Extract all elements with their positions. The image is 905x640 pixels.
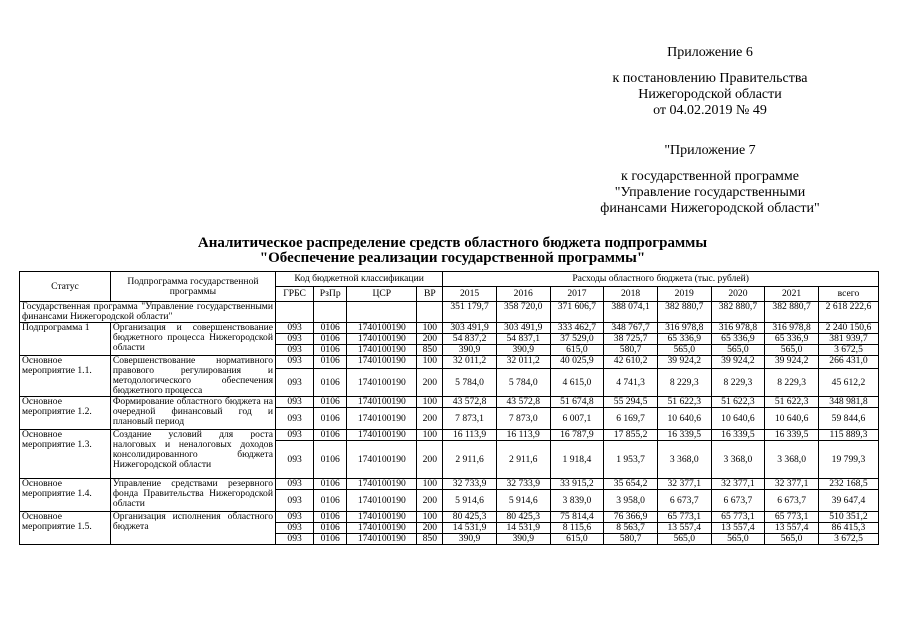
- col-year-header: 2020: [711, 287, 765, 302]
- grbs-cell: 093: [276, 397, 314, 408]
- year-value-cell: 3 958,0: [604, 490, 658, 512]
- year-value-cell: 51 622,3: [711, 397, 765, 408]
- table-row: [20, 512, 879, 523]
- vr-cell: 850: [417, 534, 443, 545]
- rzpr-cell: 0106: [314, 323, 347, 334]
- year-value-cell: 80 425,3: [496, 512, 550, 523]
- year-value-cell: 6 673,7: [711, 490, 765, 512]
- year-value-cell: 51 674,8: [550, 397, 604, 408]
- col-subprogram-header: Подпрограмма государственной программы: [110, 272, 275, 302]
- year-value-cell: 75 814,4: [550, 512, 604, 523]
- year-value-cell: 65 336,9: [711, 334, 765, 345]
- total-value-cell: 39 647,4: [818, 490, 878, 512]
- vr-cell: 200: [417, 334, 443, 345]
- year-value-cell: 3 368,0: [711, 441, 765, 479]
- csr-cell: 1740100190: [347, 490, 417, 512]
- year-value-cell: 580,7: [604, 345, 658, 356]
- status-cell: Основное мероприятие 1.2.: [20, 397, 111, 430]
- year-value-cell: 51 622,3: [657, 397, 711, 408]
- year-value-cell: 316 978,8: [765, 323, 819, 334]
- col-year-header: 2019: [657, 287, 711, 302]
- year-value-cell: 54 837,2: [443, 334, 497, 345]
- year-value-cell: 10 640,6: [711, 408, 765, 430]
- year-value-cell: 16 339,5: [711, 430, 765, 441]
- total-value-cell: 115 889,3: [818, 430, 878, 441]
- total-value-cell: 3 672,5: [818, 345, 878, 356]
- year-value-cell: 16 787,9: [550, 430, 604, 441]
- status-cell: Основное мероприятие 1.3.: [20, 430, 111, 479]
- csr-cell: 1740100190: [347, 356, 417, 369]
- appendix-6-label: Приложение 6: [667, 45, 753, 60]
- year-value-cell: 39 924,2: [657, 356, 711, 369]
- year-value-cell: 37 529,0: [550, 334, 604, 345]
- year-value-cell: 39 924,2: [711, 356, 765, 369]
- year-value-cell: 358 720,0: [496, 302, 550, 323]
- vr-cell: 100: [417, 479, 443, 490]
- year-value-cell: 565,0: [657, 345, 711, 356]
- rzpr-cell: 0106: [314, 345, 347, 356]
- year-value-cell: 3 839,0: [550, 490, 604, 512]
- table-row: [20, 430, 879, 441]
- col-expenses-header: Расходы областного бюджета (тыс. рублей): [443, 272, 879, 287]
- grbs-cell: 093: [276, 356, 314, 369]
- total-value-cell: 510 351,2: [818, 512, 878, 523]
- vr-cell: 200: [417, 408, 443, 430]
- year-value-cell: 38 725,7: [604, 334, 658, 345]
- vr-cell: 100: [417, 512, 443, 523]
- year-value-cell: 32 377,1: [657, 479, 711, 490]
- year-value-cell: 8 229,3: [657, 369, 711, 397]
- appendix-7-label: "Приложение 7: [664, 143, 756, 158]
- csr-cell: 1740100190: [347, 323, 417, 334]
- year-value-cell: 316 978,8: [657, 323, 711, 334]
- rzpr-cell: 0106: [314, 534, 347, 545]
- rzpr-cell: 0106: [314, 408, 347, 430]
- year-value-cell: 1 918,4: [550, 441, 604, 479]
- subprogram-name-cell: Формирование областного бюджета на очередной финансовый год и плановый период: [110, 397, 275, 430]
- appendix-6-line2: Нижегородской области: [638, 87, 782, 102]
- total-value-cell: 266 431,0: [818, 356, 878, 369]
- total-value-cell: 86 415,3: [818, 523, 878, 534]
- grbs-cell: 093: [276, 441, 314, 479]
- year-value-cell: 40 025,9: [550, 356, 604, 369]
- year-value-cell: 615,0: [550, 534, 604, 545]
- year-value-cell: 32 377,1: [711, 479, 765, 490]
- year-value-cell: 32 011,2: [443, 356, 497, 369]
- year-value-cell: 390,9: [496, 534, 550, 545]
- col-csr-header: ЦСР: [347, 287, 417, 302]
- document-title-line1: Аналитическое распределение средств областного бюджета подпрограммы: [197, 235, 708, 251]
- vr-cell: 100: [417, 430, 443, 441]
- csr-cell: 1740100190: [347, 345, 417, 356]
- rzpr-cell: 0106: [314, 512, 347, 523]
- document-title-line2: "Обеспечение реализации государственной программы": [259, 250, 646, 266]
- year-value-cell: 80 425,3: [443, 512, 497, 523]
- total-value-cell: 232 168,5: [818, 479, 878, 490]
- year-value-cell: 5 784,0: [443, 369, 497, 397]
- year-value-cell: 565,0: [711, 534, 765, 545]
- year-value-cell: 13 557,4: [765, 523, 819, 534]
- year-value-cell: 10 640,6: [765, 408, 819, 430]
- csr-cell: 1740100190: [347, 534, 417, 545]
- grbs-cell: 093: [276, 490, 314, 512]
- year-value-cell: 13 557,4: [711, 523, 765, 534]
- rzpr-cell: [314, 302, 347, 323]
- year-value-cell: 51 622,3: [765, 397, 819, 408]
- rzpr-cell: 0106: [314, 490, 347, 512]
- year-value-cell: 351 179,7: [443, 302, 497, 323]
- grbs-cell: 093: [276, 523, 314, 534]
- subprogram-name-cell: Организация и совершенствование бюджетного процесса Нижегородской области: [110, 323, 275, 356]
- year-value-cell: 14 531,9: [496, 523, 550, 534]
- year-value-cell: 580,7: [604, 534, 658, 545]
- year-value-cell: 54 837,1: [496, 334, 550, 345]
- year-value-cell: 3 368,0: [765, 441, 819, 479]
- year-value-cell: 8 229,3: [765, 369, 819, 397]
- year-value-cell: 17 855,2: [604, 430, 658, 441]
- col-status-header: Статус: [20, 272, 111, 302]
- grbs-cell: 093: [276, 512, 314, 523]
- csr-cell: 1740100190: [347, 430, 417, 441]
- year-value-cell: 303 491,9: [496, 323, 550, 334]
- year-value-cell: 32 733,9: [496, 479, 550, 490]
- year-value-cell: 14 531,9: [443, 523, 497, 534]
- total-value-cell: 2 618 222,6: [818, 302, 878, 323]
- year-value-cell: 303 491,9: [443, 323, 497, 334]
- year-value-cell: 33 915,2: [550, 479, 604, 490]
- col-year-header: 2016: [496, 287, 550, 302]
- rzpr-cell: 0106: [314, 356, 347, 369]
- year-value-cell: 333 462,7: [550, 323, 604, 334]
- vr-cell: 200: [417, 441, 443, 479]
- appendix-6-line3: от 04.02.2019 № 49: [653, 103, 767, 118]
- year-value-cell: 4 741,3: [604, 369, 658, 397]
- vr-cell: 200: [417, 523, 443, 534]
- year-value-cell: 2 911,6: [496, 441, 550, 479]
- appendix-7-line1: к государственной программе: [621, 169, 799, 184]
- grbs-cell: 093: [276, 345, 314, 356]
- appendix-7-line2: "Управление государственными: [614, 185, 806, 200]
- year-value-cell: 6 169,7: [604, 408, 658, 430]
- col-code-header: Код бюджетной классификации: [276, 272, 443, 287]
- appendix-6-line1: к постановлению Правительства: [612, 71, 808, 86]
- year-value-cell: 371 606,7: [550, 302, 604, 323]
- status-cell: Основное мероприятие 1.4.: [20, 479, 111, 512]
- csr-cell: 1740100190: [347, 334, 417, 345]
- grbs-cell: [276, 302, 314, 323]
- year-value-cell: 6 673,7: [657, 490, 711, 512]
- vr-cell: 100: [417, 356, 443, 369]
- year-value-cell: 390,9: [443, 534, 497, 545]
- csr-cell: 1740100190: [347, 441, 417, 479]
- col-total-header: всего: [818, 287, 878, 302]
- grbs-cell: 093: [276, 408, 314, 430]
- vr-cell: 200: [417, 369, 443, 397]
- year-value-cell: 8 229,3: [711, 369, 765, 397]
- year-value-cell: 4 615,0: [550, 369, 604, 397]
- grbs-cell: 093: [276, 334, 314, 345]
- year-value-cell: 8 563,7: [604, 523, 658, 534]
- year-value-cell: 32 377,1: [765, 479, 819, 490]
- table-row: [20, 397, 879, 408]
- csr-cell: 1740100190: [347, 408, 417, 430]
- year-value-cell: 8 115,6: [550, 523, 604, 534]
- csr-cell: 1740100190: [347, 397, 417, 408]
- csr-cell: 1740100190: [347, 369, 417, 397]
- status-cell: Основное мероприятие 1.5.: [20, 512, 111, 545]
- year-value-cell: 382 880,7: [765, 302, 819, 323]
- col-vr-header: ВР: [417, 287, 443, 302]
- total-value-cell: 45 612,2: [818, 369, 878, 397]
- year-value-cell: 43 572,8: [496, 397, 550, 408]
- total-value-cell: 381 939,7: [818, 334, 878, 345]
- year-value-cell: 42 610,2: [604, 356, 658, 369]
- total-value-cell: 3 672,5: [818, 534, 878, 545]
- year-value-cell: 65 773,1: [765, 512, 819, 523]
- table-row: [20, 356, 879, 369]
- year-value-cell: 76 366,9: [604, 512, 658, 523]
- status-cell: Подпрограмма 1: [20, 323, 111, 356]
- year-value-cell: 43 572,8: [443, 397, 497, 408]
- col-grbs-header: ГРБС: [276, 287, 314, 302]
- total-value-cell: 348 981,8: [818, 397, 878, 408]
- vr-cell: 200: [417, 490, 443, 512]
- budget-table: [19, 271, 879, 545]
- csr-cell: 1740100190: [347, 523, 417, 534]
- rzpr-cell: 0106: [314, 334, 347, 345]
- year-value-cell: 32 733,9: [443, 479, 497, 490]
- csr-cell: 1740100190: [347, 512, 417, 523]
- table-body: [20, 302, 879, 545]
- rzpr-cell: 0106: [314, 479, 347, 490]
- col-year-header: 2015: [443, 287, 497, 302]
- rzpr-cell: 0106: [314, 523, 347, 534]
- year-value-cell: 32 011,2: [496, 356, 550, 369]
- year-value-cell: 6 007,1: [550, 408, 604, 430]
- year-value-cell: 65 773,1: [711, 512, 765, 523]
- table-row: [20, 323, 879, 334]
- status-cell: Основное мероприятие 1.1.: [20, 356, 111, 397]
- year-value-cell: 565,0: [657, 534, 711, 545]
- csr-cell: [347, 302, 417, 323]
- year-value-cell: 16 113,9: [443, 430, 497, 441]
- year-value-cell: 382 880,7: [657, 302, 711, 323]
- year-value-cell: 10 640,6: [657, 408, 711, 430]
- year-value-cell: 39 924,2: [765, 356, 819, 369]
- grbs-cell: 093: [276, 534, 314, 545]
- rzpr-cell: 0106: [314, 397, 347, 408]
- rzpr-cell: 0106: [314, 430, 347, 441]
- year-value-cell: 7 873,1: [443, 408, 497, 430]
- col-year-header: 2021: [765, 287, 819, 302]
- year-value-cell: 390,9: [443, 345, 497, 356]
- rzpr-cell: 0106: [314, 369, 347, 397]
- year-value-cell: 615,0: [550, 345, 604, 356]
- year-value-cell: 565,0: [765, 534, 819, 545]
- year-value-cell: 5 914,6: [496, 490, 550, 512]
- col-year-header: 2017: [550, 287, 604, 302]
- csr-cell: 1740100190: [347, 479, 417, 490]
- table-row: [20, 302, 879, 323]
- table-header: [20, 272, 879, 302]
- vr-cell: 100: [417, 323, 443, 334]
- year-value-cell: 13 557,4: [657, 523, 711, 534]
- rzpr-cell: 0106: [314, 441, 347, 479]
- year-value-cell: 65 336,9: [765, 334, 819, 345]
- grbs-cell: 093: [276, 369, 314, 397]
- col-rzpr-header: РзПр: [314, 287, 347, 302]
- subprogram-name-cell: Создание условий для роста налоговых и неналоговых доходов консолидированного бюджета Нижегородской области: [110, 430, 275, 479]
- status-cell: Государственная программа "Управление государственными финансами Нижегородской области": [20, 302, 276, 323]
- year-value-cell: 65 773,1: [657, 512, 711, 523]
- year-value-cell: 35 654,2: [604, 479, 658, 490]
- total-value-cell: 19 799,3: [818, 441, 878, 479]
- year-value-cell: 3 368,0: [657, 441, 711, 479]
- year-value-cell: 1 953,7: [604, 441, 658, 479]
- total-value-cell: 2 240 150,6: [818, 323, 878, 334]
- year-value-cell: 348 767,7: [604, 323, 658, 334]
- table-row: [20, 479, 879, 490]
- year-value-cell: 55 294,5: [604, 397, 658, 408]
- year-value-cell: 16 339,5: [765, 430, 819, 441]
- year-value-cell: 2 911,6: [443, 441, 497, 479]
- year-value-cell: 5 784,0: [496, 369, 550, 397]
- total-value-cell: 59 844,6: [818, 408, 878, 430]
- subprogram-name-cell: Организация исполнения областного бюджета: [110, 512, 275, 545]
- year-value-cell: 16 339,5: [657, 430, 711, 441]
- year-value-cell: 382 880,7: [711, 302, 765, 323]
- year-value-cell: 7 873,0: [496, 408, 550, 430]
- year-value-cell: 565,0: [711, 345, 765, 356]
- year-value-cell: 5 914,6: [443, 490, 497, 512]
- vr-cell: 850: [417, 345, 443, 356]
- subprogram-name-cell: Совершенствование нормативного правового регулирования и методологического обеспечения бюджетного процесса: [110, 356, 275, 397]
- grbs-cell: 093: [276, 479, 314, 490]
- appendix-7-line3: финансами Нижегородской области": [600, 201, 820, 216]
- vr-cell: [417, 302, 443, 323]
- year-value-cell: 65 336,9: [657, 334, 711, 345]
- grbs-cell: 093: [276, 430, 314, 441]
- year-value-cell: 316 978,8: [711, 323, 765, 334]
- subprogram-name-cell: Управление средствами резервного фонда Правительства Нижегородской области: [110, 479, 275, 512]
- grbs-cell: 093: [276, 323, 314, 334]
- vr-cell: 100: [417, 397, 443, 408]
- year-value-cell: 565,0: [765, 345, 819, 356]
- year-value-cell: 388 074,1: [604, 302, 658, 323]
- year-value-cell: 16 113,9: [496, 430, 550, 441]
- col-year-header: 2018: [604, 287, 658, 302]
- year-value-cell: 390,9: [496, 345, 550, 356]
- year-value-cell: 6 673,7: [765, 490, 819, 512]
